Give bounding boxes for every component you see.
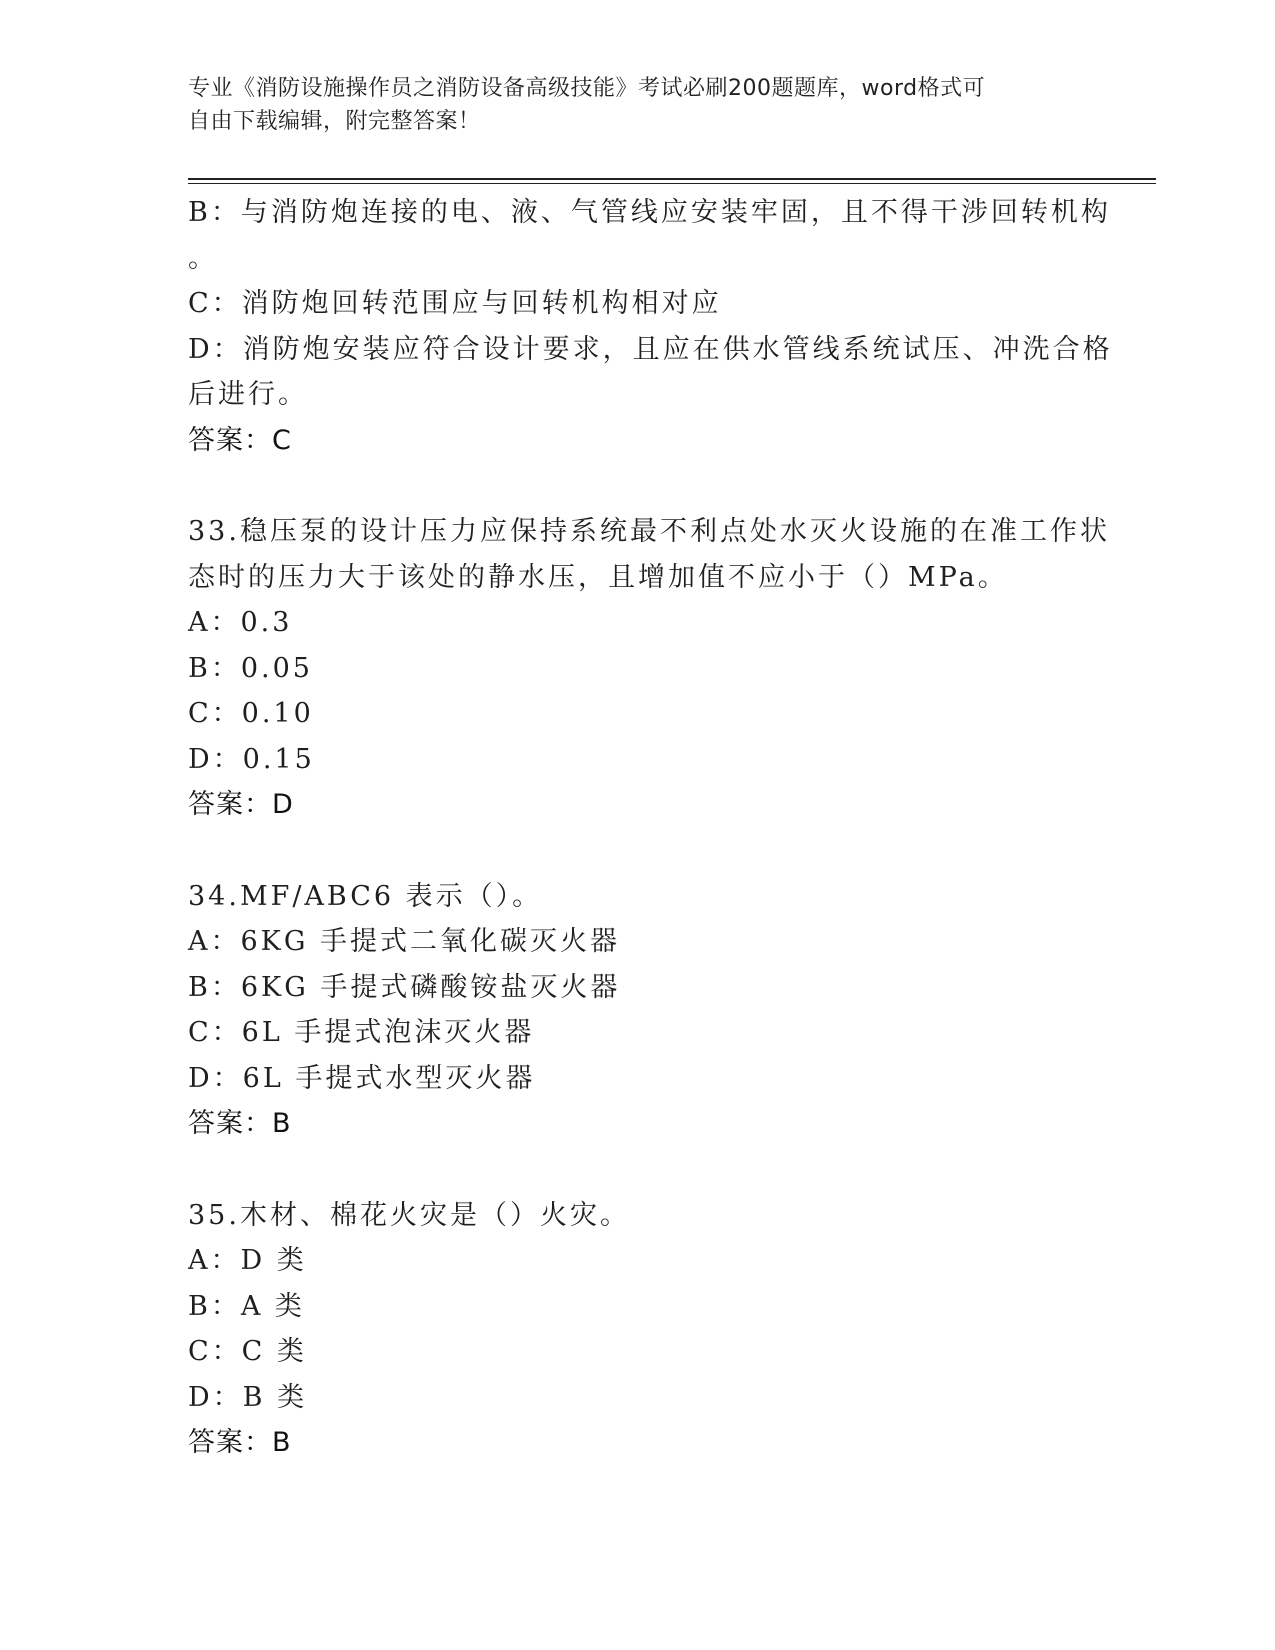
answer-line: 答案：D — [188, 789, 294, 820]
question-content — [188, 190, 1113, 1466]
answer-line: 答案：C — [188, 424, 292, 456]
option-a: A：D 类 — [188, 1245, 307, 1276]
option-d: D：B 类 — [188, 1381, 308, 1413]
spacer — [188, 463, 1088, 509]
document-header — [188, 72, 1088, 138]
spacer — [188, 828, 1088, 874]
option-a: A：0.3 — [188, 607, 293, 638]
option-c: C：6L 手提式泡沫灭火器 — [188, 1017, 535, 1048]
question-stem: 33.稳压泵的设计压力应保持系统最不利点处水灭火设施的在准工作状 — [188, 516, 1110, 547]
question-33 — [188, 509, 1110, 828]
option-d-continuation: 后进行。 — [188, 379, 308, 410]
question-35 — [188, 1193, 1088, 1466]
option-c: C：消防炮回转范围应与回转机构相对应 — [188, 288, 722, 319]
option-d: D：消防炮安装应符合设计要求，且应在供水管线系统试压、冲洗合格 — [188, 333, 1113, 365]
spacer — [188, 1147, 1088, 1193]
option-d: D：6L 手提式水型灭火器 — [188, 1062, 536, 1094]
option-c: C：C 类 — [188, 1336, 307, 1367]
option-b: B：0.05 — [188, 652, 313, 684]
option-c: C：0.10 — [188, 698, 314, 729]
option-d: D：0.15 — [188, 743, 315, 775]
question-stem-continuation: 态时的压力大于该处的静水压，且增加值不应小于（）MPa。 — [188, 561, 1008, 593]
option-b: B：6KG 手提式磷酸铵盐灭火器 — [188, 971, 621, 1003]
question-34 — [188, 874, 1088, 1147]
question-stem: 34.MF/ABC6 表示（）。 — [188, 880, 543, 912]
answer-line: 答案：B — [188, 1427, 292, 1458]
question-32-tail — [188, 190, 1113, 463]
question-stem: 35.木材、棉花火灾是（）火灾。 — [188, 1199, 630, 1231]
header-line-2: 自由下载编辑，附完整答案！ — [188, 109, 481, 134]
option-b: B：A 类 — [188, 1290, 305, 1322]
answer-line: 答案：B — [188, 1108, 292, 1139]
header-divider-thick — [188, 178, 1156, 180]
header-divider-thin — [188, 183, 1156, 184]
header-line-1: 专业《消防设施操作员之消防设备高级技能》考试必刷200题题库，word格式可 — [188, 76, 986, 101]
option-b-continuation: 。 — [188, 242, 218, 274]
option-b: B：与消防炮连接的电、液、气管线应安装牢固，且不得干涉回转机构 — [188, 197, 1111, 228]
option-a: A：6KG 手提式二氧化碳灭火器 — [188, 926, 620, 957]
